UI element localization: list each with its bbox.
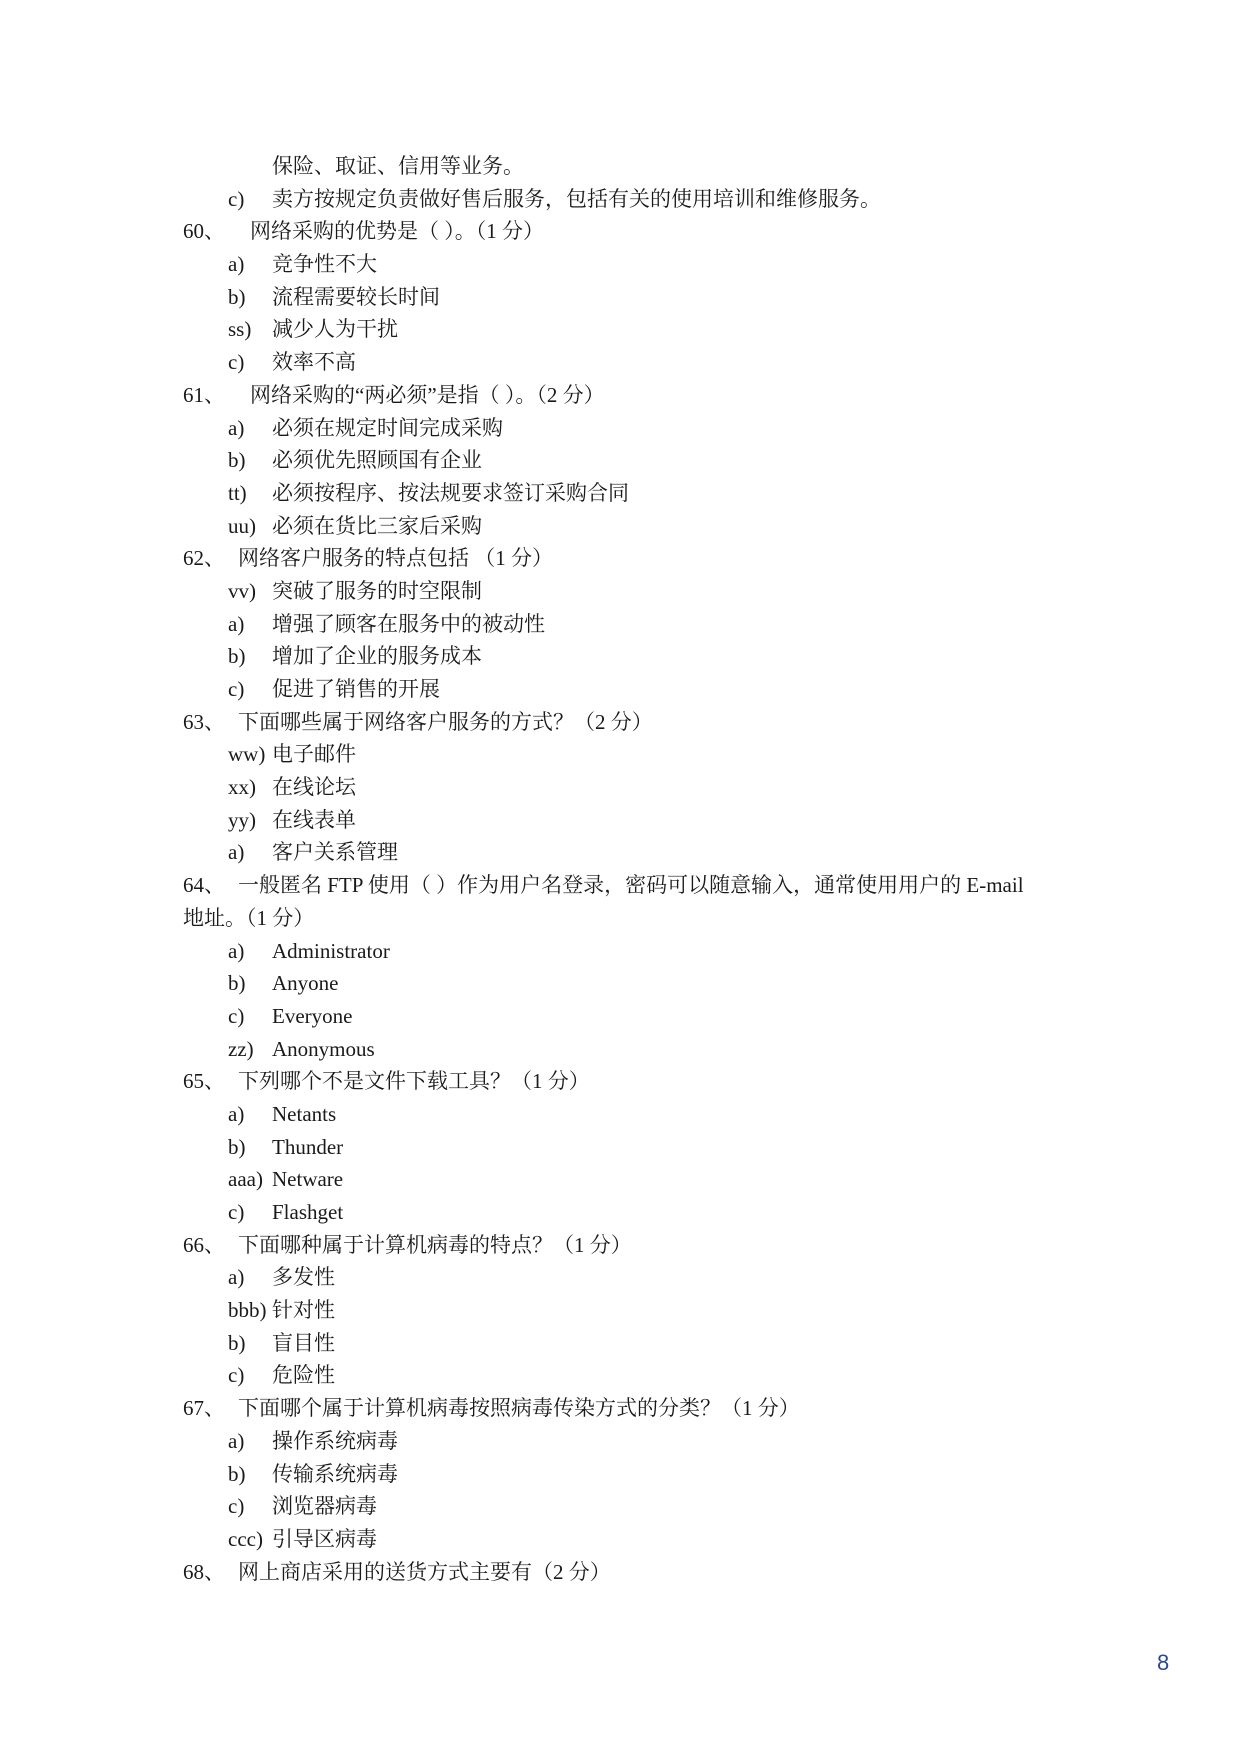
- question-row-60: [0, 215, 1241, 248]
- carryover-row: [0, 150, 1241, 183]
- option-text: 增加了企业的服务成本: [272, 644, 482, 669]
- option-label: ccc): [228, 1526, 263, 1551]
- option-label: c): [228, 1200, 245, 1224]
- question-row-61: [0, 379, 1241, 412]
- option-row: [0, 935, 1241, 968]
- option-text: 减少人为干扰: [272, 317, 398, 342]
- option-text: 增强了顾客在服务中的被动性: [272, 611, 545, 636]
- question-row-65: [0, 1065, 1241, 1098]
- option-row: [0, 1523, 1241, 1556]
- option-label: ss): [228, 317, 252, 342]
- option-label: a): [228, 611, 245, 636]
- question-row-66: [0, 1229, 1241, 1262]
- option-label: a): [228, 1101, 245, 1126]
- option-row: [0, 1033, 1241, 1066]
- option-text: 在线表单: [272, 807, 356, 832]
- option-row: [0, 1000, 1241, 1033]
- question-list: [0, 150, 1241, 1588]
- option-text: 卖方按规定负责做好售后服务，包括有关的使用培训和维修服务。: [272, 186, 881, 211]
- option-label: a): [228, 1265, 245, 1290]
- question-text: 下面哪些属于网络客户服务的方式？（2 分）: [238, 709, 653, 734]
- option-row: [0, 248, 1241, 281]
- option-row: [0, 281, 1241, 314]
- option-text: 盲目性: [272, 1330, 335, 1355]
- option-text: 在线论坛: [272, 775, 356, 800]
- question-row-67: [0, 1392, 1241, 1425]
- option-label: c): [228, 1494, 245, 1519]
- question-text: 网络采购的“两必须”是指（ ）。（2 分）: [250, 382, 605, 407]
- option-text: Netants: [272, 1101, 337, 1126]
- option-label: c): [228, 350, 245, 375]
- question-text: 网络采购的优势是（ ）。（1 分）: [250, 219, 544, 244]
- option-row: [0, 444, 1241, 477]
- question-number: 67、: [183, 1396, 225, 1421]
- question-continued-row: [0, 902, 1241, 935]
- option-text: Thunder: [272, 1134, 344, 1159]
- question-text: 下列哪个不是文件下载工具？（1 分）: [238, 1069, 590, 1094]
- option-row: [0, 346, 1241, 379]
- option-text: 突破了服务的时空限制: [272, 578, 482, 603]
- option-row: [0, 804, 1241, 837]
- question-number: 63、: [183, 709, 225, 734]
- option-text: 必须在货比三家后采购: [272, 513, 482, 538]
- option-row: [0, 575, 1241, 608]
- option-text: 必须在规定时间完成采购: [272, 415, 503, 440]
- option-text: Flashget: [272, 1200, 344, 1224]
- question-text: 下面哪个属于计算机病毒按照病毒传染方式的分类？（1 分）: [238, 1396, 800, 1421]
- option-text: 针对性: [272, 1298, 335, 1323]
- question-row-64: [0, 869, 1241, 902]
- option-label: vv): [228, 578, 256, 603]
- option-label: bbb): [228, 1298, 267, 1323]
- option-label: c): [228, 677, 245, 701]
- option-row: [0, 1196, 1241, 1229]
- option-row: [0, 1294, 1241, 1327]
- option-row: [0, 183, 1241, 216]
- option-row: [0, 640, 1241, 673]
- option-label: a): [228, 415, 245, 440]
- option-row: [0, 477, 1241, 510]
- option-text: Netware: [272, 1167, 344, 1192]
- option-label: b): [228, 1461, 246, 1486]
- option-row: [0, 1490, 1241, 1523]
- question-row-63: [0, 706, 1241, 739]
- option-text: 流程需要较长时间: [272, 284, 440, 309]
- option-row: [0, 967, 1241, 1000]
- option-text: 必须优先照顾国有企业: [272, 448, 482, 473]
- question-number: 65、: [183, 1069, 225, 1094]
- option-label: ww): [228, 742, 266, 767]
- question-number: 66、: [183, 1232, 225, 1257]
- option-label: c): [228, 1003, 245, 1028]
- option-label: xx): [228, 775, 256, 800]
- question-number: 62、: [183, 546, 225, 571]
- question-number: 68、: [183, 1559, 225, 1584]
- option-text: 操作系统病毒: [272, 1428, 398, 1453]
- option-row: [0, 1098, 1241, 1131]
- option-row: [0, 313, 1241, 346]
- question-text: 一般匿名 FTP 使用（ ）作为用户名登录，密码可以随意输入，通常使用用户的 E-mail: [238, 873, 1024, 898]
- option-text: 客户关系管理: [272, 840, 398, 865]
- question-row-68: [0, 1556, 1241, 1589]
- question-number: 61、: [183, 382, 225, 407]
- question-number: 64、: [183, 873, 225, 898]
- question-text: 网络客户服务的特点包括 （1 分）: [238, 546, 553, 571]
- option-text: 电子邮件: [272, 742, 356, 767]
- option-label: b): [228, 284, 246, 309]
- option-text: 效率不高: [272, 350, 356, 375]
- question-number: 60、: [183, 219, 225, 244]
- option-row: [0, 1425, 1241, 1458]
- option-label: a): [228, 938, 245, 963]
- option-text: 必须按程序、按法规要求签订采购合同: [272, 480, 629, 505]
- option-row: [0, 412, 1241, 445]
- option-row: [0, 1163, 1241, 1196]
- option-label: uu): [228, 513, 256, 538]
- option-label: b): [228, 1134, 246, 1159]
- option-row: [0, 1327, 1241, 1360]
- option-row: [0, 771, 1241, 804]
- continued-text: 保险、取证、信用等业务。: [272, 154, 524, 178]
- option-text: 促进了销售的开展: [272, 677, 440, 701]
- option-label: a): [228, 252, 245, 277]
- option-label: b): [228, 448, 246, 473]
- option-row: [0, 1458, 1241, 1491]
- option-label: aaa): [228, 1167, 263, 1192]
- option-row: [0, 836, 1241, 869]
- option-row: [0, 1261, 1241, 1294]
- option-text: 竞争性不大: [272, 252, 377, 277]
- option-text: 传输系统病毒: [272, 1461, 398, 1486]
- option-row: [0, 1359, 1241, 1392]
- option-text: Administrator: [272, 938, 390, 963]
- option-label: b): [228, 971, 246, 996]
- question-text: 网上商店采用的送货方式主要有（2 分）: [238, 1559, 611, 1584]
- option-label: a): [228, 840, 245, 865]
- option-text: Everyone: [272, 1003, 353, 1028]
- question-text-continued: 地址。（1 分）: [183, 905, 315, 930]
- question-text: 下面哪种属于计算机病毒的特点？（1 分）: [238, 1232, 632, 1257]
- page-number: 8: [1157, 1650, 1170, 1675]
- option-label: c): [228, 186, 245, 211]
- option-text: 多发性: [272, 1265, 335, 1290]
- option-row: [0, 608, 1241, 641]
- option-row: [0, 510, 1241, 543]
- option-text: Anonymous: [272, 1036, 375, 1061]
- option-label: zz): [228, 1036, 254, 1061]
- option-label: a): [228, 1428, 245, 1453]
- option-label: c): [228, 1363, 245, 1388]
- option-row: [0, 673, 1241, 706]
- option-text: Anyone: [272, 971, 339, 996]
- option-label: tt): [228, 480, 247, 505]
- option-text: 引导区病毒: [272, 1526, 377, 1551]
- question-row-62: [0, 542, 1241, 575]
- option-label: yy): [228, 807, 256, 832]
- option-text: 危险性: [272, 1363, 335, 1388]
- option-text: 浏览器病毒: [272, 1494, 377, 1519]
- option-label: b): [228, 644, 246, 669]
- option-row: [0, 738, 1241, 771]
- option-label: b): [228, 1330, 246, 1355]
- option-row: [0, 1131, 1241, 1164]
